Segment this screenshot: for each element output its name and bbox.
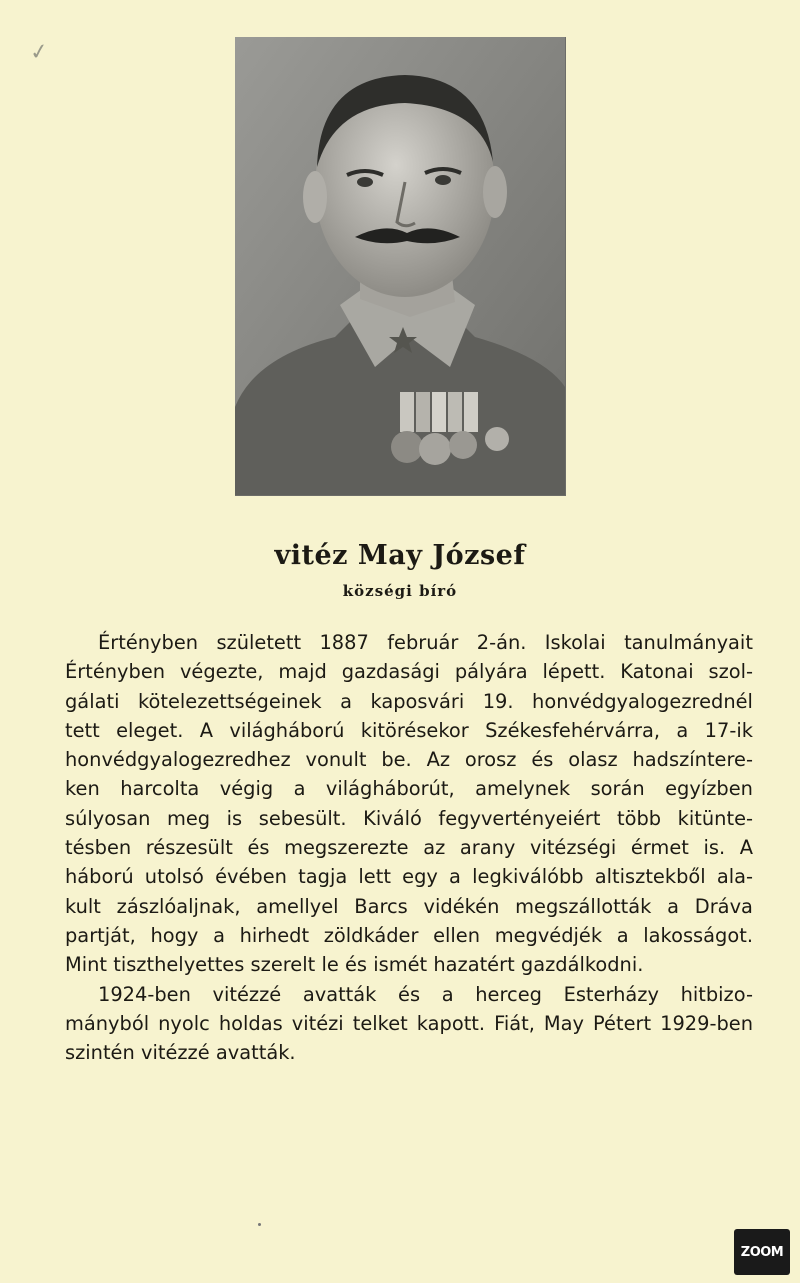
person-role: községi bíró (342, 582, 458, 600)
text-line: Mint tiszthelyettes szerelt le és ismét hazatért gazdálkodni. (65, 953, 644, 977)
portrait-photo-icon (235, 37, 565, 495)
text-line: gálati kötelezettségeinek a kaposvári 19. honvédgyalogezrednél (65, 689, 753, 713)
text-line: 1924-ben vitézzé avatták és a herceg Esterházy hitbizo- (98, 982, 753, 1006)
margin-check-mark: ✓ (28, 38, 51, 67)
person-name: vitéz May József (274, 540, 526, 571)
text-line: szintén vitézzé avatták. (65, 1041, 296, 1065)
text-line: mányból nyolc holdas vitézi telket kapott. Fiát, May Pétert 1929-ben (65, 1011, 753, 1035)
text-line: kult zászlóaljnak, amellyel Barcs vidékén megszállották a Dráva (65, 894, 753, 918)
text-line: háború utolsó évében tagja lett egy a legkiválóbb altisztekből ala- (65, 865, 753, 889)
text-line: Értényben végezte, majd gazdasági pályára lépett. Katonai szol- (65, 660, 753, 684)
paper-speck (258, 1223, 261, 1226)
text-line: Értényben született 1887 február 2-án. Iskolai tanulmányait (98, 631, 753, 654)
text-line: tésben részesült és megszerezte az arany vitézségi érmet is. A (65, 836, 753, 860)
text-line: tett eleget. A világháború kitörésekor Székesfehérvárra, a 17-ik (65, 718, 753, 742)
zoom-magnifier-icon: ZOOM (740, 1244, 784, 1260)
portrait-photo (235, 37, 566, 496)
text-line: ken harcolta végig a világháborút, amelynek során egyízben (65, 777, 753, 801)
text-line: partját, hogy a hirhedt zöldkáder ellen megvédjék a lakosságot. (65, 923, 753, 947)
text-line: súlyosan meg is sebesült. Kiváló fegyvertényeiért több kitünte- (65, 806, 753, 830)
text-line: honvédgyalogezredhez vonult be. Az orosz és olasz hadszíntere- (65, 748, 753, 772)
biography-text (65, 628, 753, 1067)
zoom-watermark (734, 1229, 790, 1275)
